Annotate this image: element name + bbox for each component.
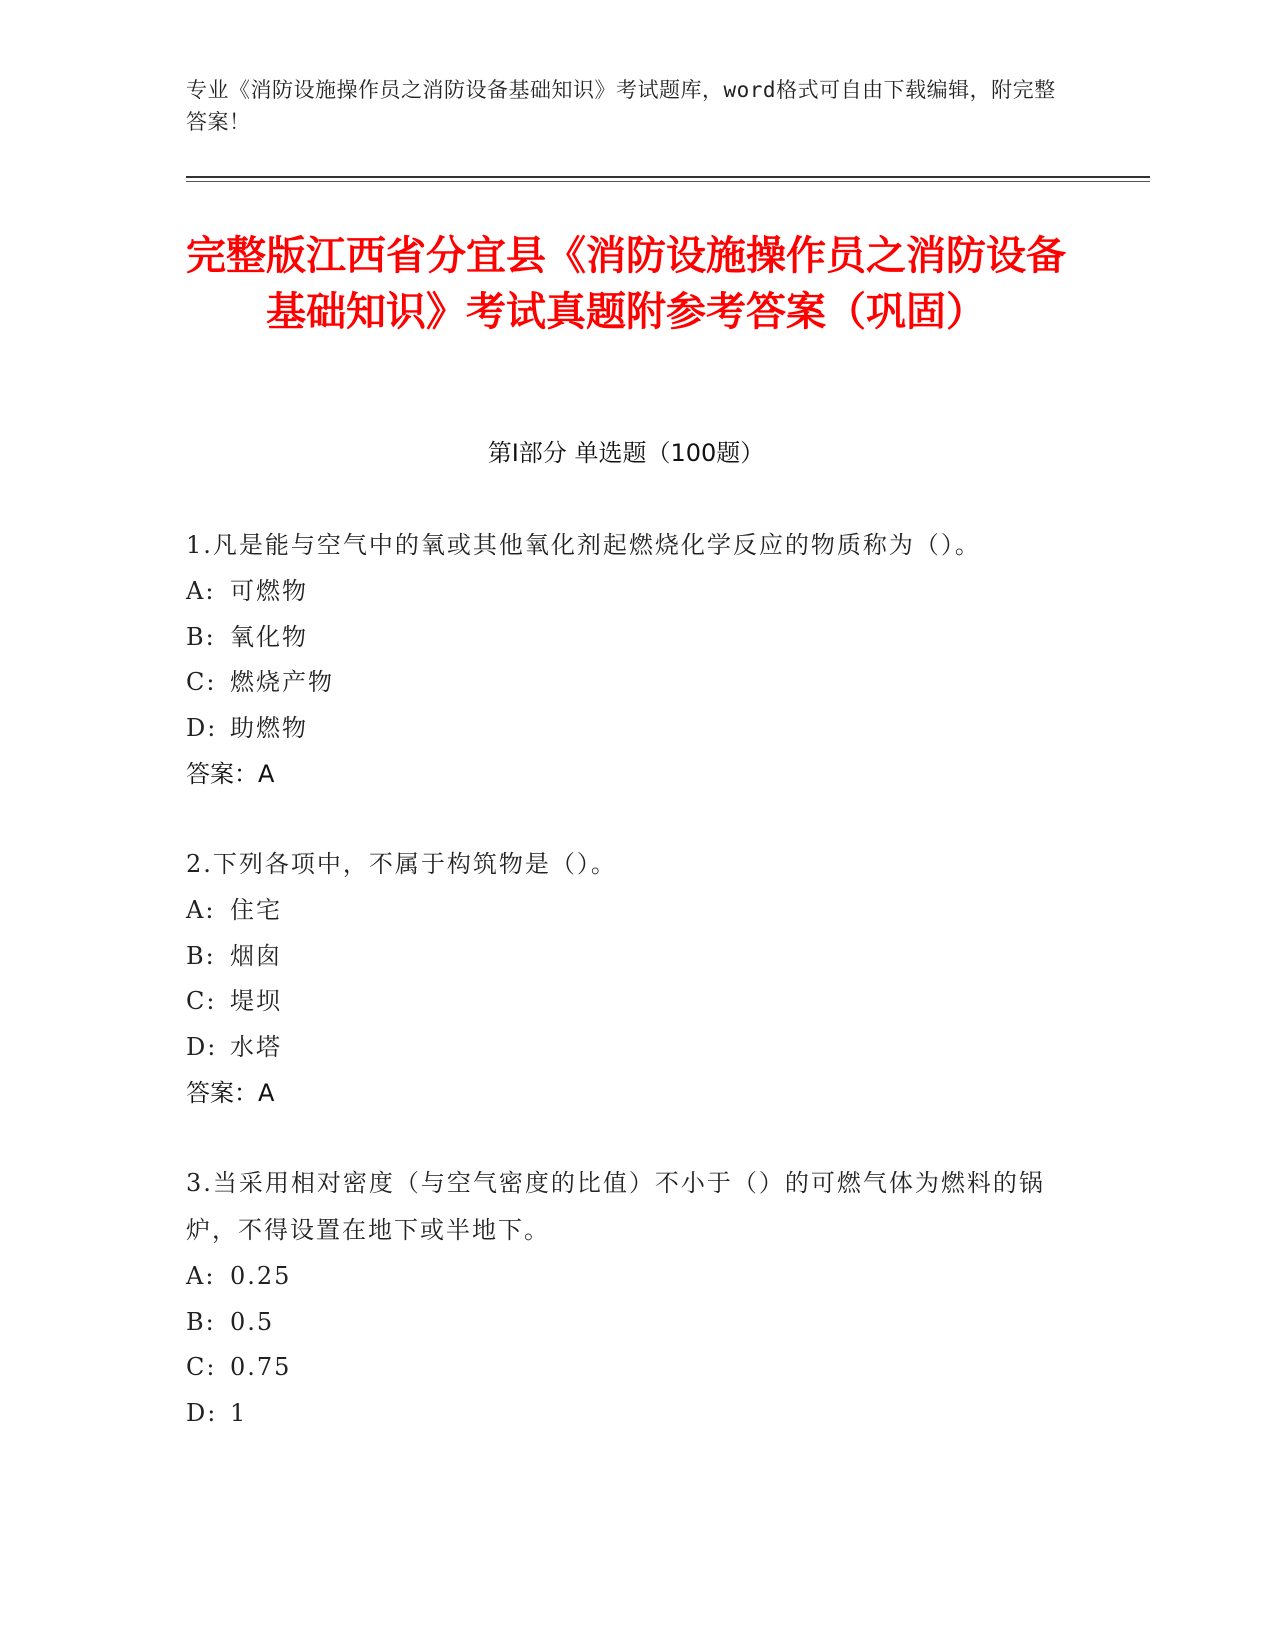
option-text: 0.5 <box>230 1307 275 1336</box>
option-text: 1 <box>230 1398 248 1427</box>
option-d <box>186 1025 1066 1071</box>
option-text: 烟囱 <box>230 941 282 970</box>
option-key: C: <box>186 1353 217 1381</box>
option-key: D: <box>186 1398 218 1427</box>
option-key: D: <box>186 1032 218 1061</box>
answer: 答案：A <box>186 1079 275 1107</box>
header-rule-thin <box>186 181 1150 182</box>
option-d <box>186 1391 1066 1437</box>
question-3 <box>186 1160 1066 1436</box>
option-b <box>186 1300 1066 1346</box>
option-text: 可燃物 <box>230 577 308 605</box>
section-heading: 第I部分 单选题（100题） <box>487 439 765 467</box>
option-b <box>186 615 1066 661</box>
option-key: D: <box>186 713 218 742</box>
option-a <box>186 1254 1066 1300</box>
option-a <box>186 888 1066 934</box>
question-list <box>186 522 1066 1480</box>
option-text: 0.75 <box>230 1353 292 1381</box>
question-1 <box>186 522 1066 797</box>
question-text: 2.下列各项中，不属于构筑物是（）。 <box>186 850 617 878</box>
option-d <box>186 706 1066 752</box>
option-key: C: <box>186 668 217 696</box>
option-c <box>186 660 1066 706</box>
option-b <box>186 934 1066 980</box>
option-text: 住宅 <box>230 896 282 924</box>
question-text: 3.当采用相对密度（与空气密度的比值）不小于（）的可燃气体为燃料的锅炉，不得设置在地下或半地下。 <box>186 1169 1045 1244</box>
option-text: 0.25 <box>230 1262 292 1290</box>
option-key: B: <box>186 622 216 651</box>
question-text: 1.凡是能与空气中的氧或其他氧化剂起燃烧化学反应的物质称为（）。 <box>186 531 981 559</box>
option-key: B: <box>186 941 216 970</box>
document-title: 完整版江西省分宜县《消防设施操作员之消防设备基础知识》考试真题附参考答案（巩固） <box>186 233 1066 335</box>
option-text: 助燃物 <box>230 713 308 742</box>
option-text: 燃烧产物 <box>230 668 334 696</box>
option-a <box>186 569 1066 615</box>
option-text: 堤坝 <box>230 987 282 1015</box>
header-rule-thick <box>186 176 1150 178</box>
option-c <box>186 979 1066 1025</box>
option-key: B: <box>186 1307 216 1336</box>
header-note: 专业《消防设施操作员之消防设备基础知识》考试题库，word格式可自由下载编辑，附完整答案！ <box>186 78 1056 134</box>
option-key: C: <box>186 987 217 1015</box>
option-key: A: <box>186 896 216 924</box>
answer: 答案：A <box>186 760 275 788</box>
option-key: A: <box>186 577 216 605</box>
option-text: 氧化物 <box>230 622 308 651</box>
option-text: 水塔 <box>230 1032 282 1061</box>
option-c <box>186 1345 1066 1391</box>
question-2 <box>186 841 1066 1116</box>
option-key: A: <box>186 1262 216 1290</box>
